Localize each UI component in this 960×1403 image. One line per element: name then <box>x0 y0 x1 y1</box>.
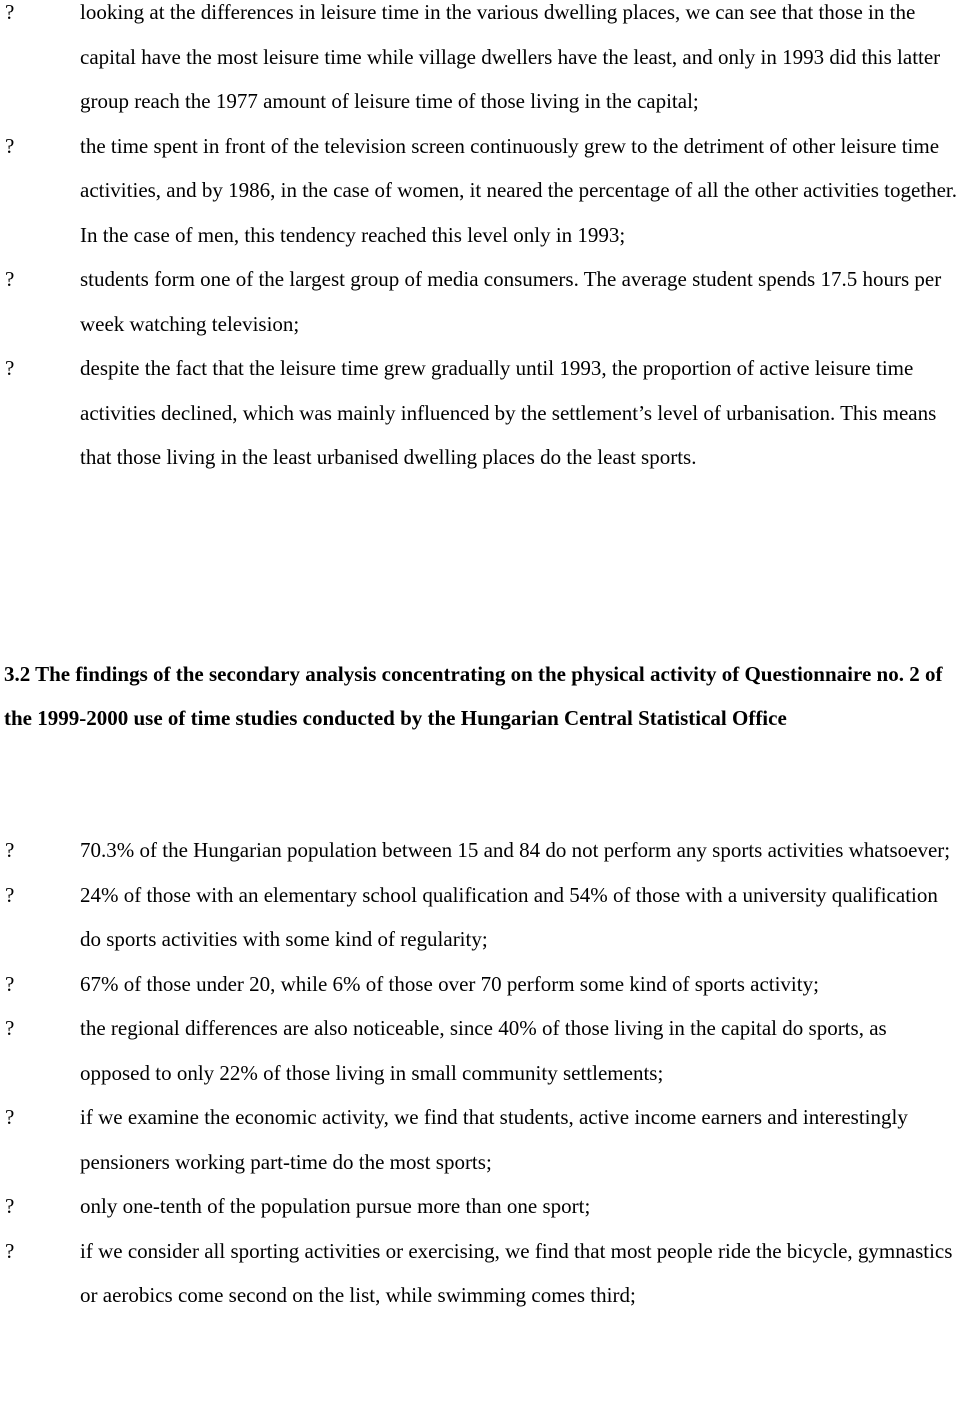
bullet-marker: ? <box>5 882 15 907</box>
bullet-marker: ? <box>5 1105 15 1129</box>
bullet-marker: ? <box>5 0 15 24</box>
bullet-marker: ? <box>5 971 15 996</box>
list-item-text: despite the fact that the leisure time grew gradually until 1993, the proportion of active leisure time activities declined, which was mainly influenced by the settlement’s level of urbanisation. This means that those living in the least urbanised dwelling places do the least sports. <box>80 356 937 469</box>
bullet-marker: ? <box>5 838 15 862</box>
list-item-text: looking at the differences in leisure time in the various dwelling places, we can see that those in the capital have the most leisure time while village dwellers have the least, and only in 1993 did this latter group reach the 1977 amount of leisure time of those living in the capital; <box>80 0 941 113</box>
bullet-marker: ? <box>5 1238 15 1263</box>
list-item <box>0 257 960 346</box>
bullet-marker: ? <box>5 1016 15 1040</box>
list-item-text: if we consider all sporting activities or exercising, we find that most people ride the bicycle, gymnastics or aerobics come second on the list, while swimming comes third; <box>80 1238 953 1307</box>
list-item-text: 70.3% of the Hungarian population between 15 and 84 do not perform any sports activities whatsoever; <box>80 838 951 862</box>
list-item <box>0 1006 960 1095</box>
list-item <box>0 124 960 258</box>
section-heading: 3.2 The findings of the secondary analysis concentrating on the physical activity of Questionnaire no. 2 of the 1999-2000 use of time studies conducted by the Hungarian Central Statistical Office <box>4 662 943 730</box>
list-item-text: 24% of those with an elementary school qualification and 54% of those with a university qualification do sports activities with some kind of regularity; <box>80 882 938 951</box>
list-item <box>0 1184 960 1229</box>
list-item <box>0 828 960 873</box>
findings-bullet-list <box>0 0 960 480</box>
list-item <box>0 962 960 1007</box>
list-item-text: the regional differences are also noticeable, since 40% of those living in the capital do sports, as opposed to only 22% of those living in small community settlements; <box>80 1016 887 1085</box>
list-item <box>0 346 960 480</box>
list-item <box>0 1095 960 1184</box>
list-item-text: 67% of those under 20, while 6% of those over 70 perform some kind of sports activity; <box>80 971 819 996</box>
list-item-text: only one-tenth of the population pursue more than one sport; <box>80 1194 591 1218</box>
bullet-marker: ? <box>5 356 15 380</box>
bullet-marker: ? <box>5 133 15 158</box>
bullet-marker: ? <box>5 1194 15 1218</box>
list-item-text: students form one of the largest group of media consumers. The average student spends 17.5 hours per week watching television; <box>80 267 942 336</box>
list-item <box>0 1229 960 1318</box>
bullet-marker: ? <box>5 267 15 291</box>
statistics-bullet-list <box>0 828 960 1318</box>
list-item-text: if we examine the economic activity, we find that students, active income earners and interestingly pensioners working part-time do the most sports; <box>80 1105 908 1174</box>
list-item <box>0 873 960 962</box>
list-item-text: the time spent in front of the television screen continuously grew to the detriment of other leisure time activities, and by 1986, in the case of women, it neared the percentage of all the other activities together. In the case of men, this tendency reached this level only in 1993; <box>80 133 958 247</box>
list-item <box>0 0 960 124</box>
